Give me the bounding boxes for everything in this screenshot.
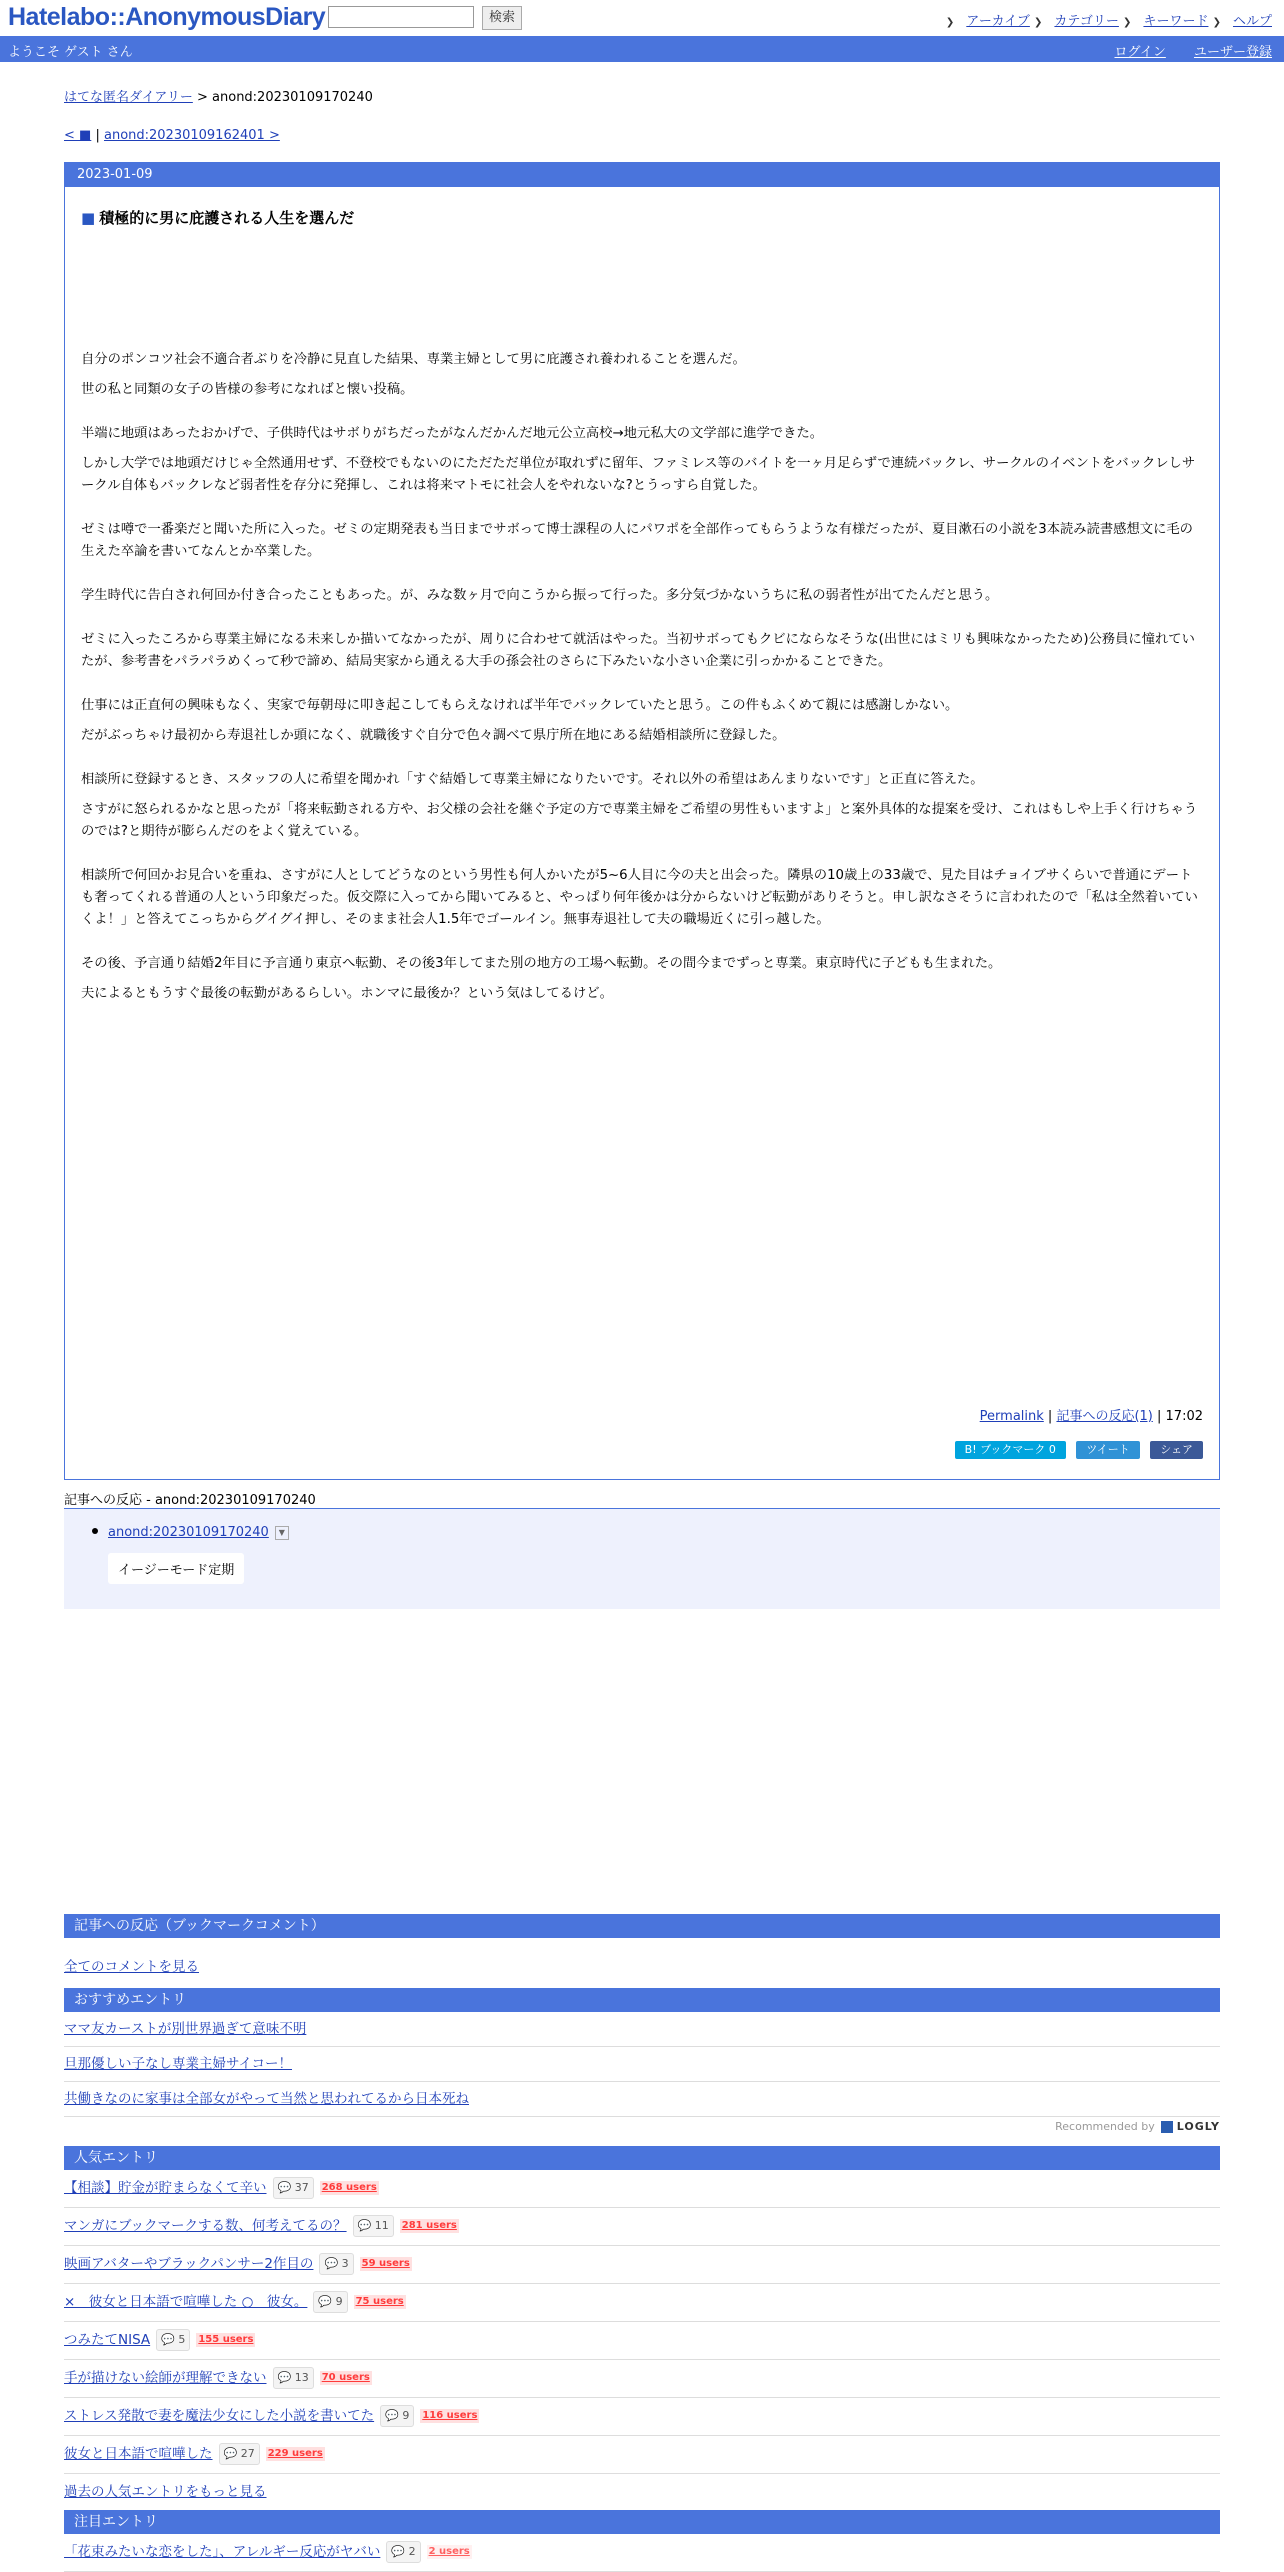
nav-archive[interactable]: アーカイブ — [966, 14, 1030, 29]
nav-keyword[interactable]: キーワード — [1143, 14, 1209, 29]
search-button[interactable]: 検索 — [482, 6, 522, 30]
comment-count-badge[interactable]: 💬 27 — [219, 2443, 260, 2465]
body-paragraph: だがぶっちゃけ最初から寿退社しか頭になく、就職後すぐ自分で色々調べて県庁所在地にある結婚相談所に登録した。 — [81, 728, 786, 743]
bookmark-users-badge[interactable]: 2 users — [428, 2546, 470, 2557]
body-paragraph: さすがに怒られるかなと思ったが「将来転勤される方や、お父様の会社を継ぐ予定の方で専業主婦をご希望の男性もいますよ」と案外具体的な提案を受け、これはもしや上手く行けちゃうのでは?と期待が膨らんだのをよく覚えている。 — [81, 802, 1198, 839]
site-logo[interactable]: Hatelabo::AnonymousDiary — [8, 3, 326, 31]
popular-link[interactable]: 【相談】貯金が貯まらなくて辛い — [64, 2180, 267, 2196]
bookmark-users-badge[interactable]: 268 users — [321, 2182, 377, 2193]
recommended-list — [64, 2012, 1220, 2117]
popular-link[interactable]: 手が描けない絵師が理解できない — [64, 2370, 267, 2386]
breadcrumb-root[interactable]: はてな匿名ダイアリー — [64, 90, 193, 105]
recommended-header: おすすめエントリ — [64, 1988, 1220, 2012]
prev-next-nav — [64, 128, 280, 143]
login-link[interactable]: ログイン — [1114, 45, 1166, 60]
reactions-link[interactable]: 記事への反応(1) — [1056, 1409, 1153, 1424]
list-item — [64, 2170, 1220, 2208]
hatena-bookmark-button[interactable]: B! ブックマーク 0 — [955, 1441, 1066, 1459]
bookmark-users-badge[interactable]: 229 users — [267, 2448, 323, 2459]
body-paragraph: 仕事には正直何の興味もなく、実家で毎朝母に叩き起こしてもらえなければ半年でバックレていたと思う。この件もふくめて親には感謝しかない。 — [81, 698, 959, 713]
bullet-icon — [92, 1528, 98, 1534]
entry-title — [81, 207, 354, 228]
comment-count-badge[interactable]: 💬 2 — [386, 2541, 420, 2563]
list-item — [64, 2082, 1220, 2117]
top-nav — [946, 10, 1272, 29]
reaction-item — [108, 1525, 289, 1540]
tweet-button[interactable]: ツイート — [1076, 1441, 1139, 1459]
popular-list — [64, 2170, 1220, 2474]
nav-help[interactable]: ヘルプ — [1232, 14, 1272, 29]
comment-count-badge[interactable]: 💬 11 — [353, 2215, 394, 2237]
list-item — [64, 2012, 1220, 2047]
body-paragraph: ゼミは噂で一番楽だと聞いた所に入った。ゼミの定期発表も当日までサボって博士課程の人にパワポを全部作ってもらうような有様だったが、夏目漱石の小説を3本読み読書感想文に毛の生えた卒論を書いてなんとか卒業した。 — [81, 522, 1193, 559]
popular-link[interactable]: つみたてNISA — [64, 2332, 151, 2348]
body-paragraph: 半端に地頭はあったおかげで、子供時代はサボりがちだったがなんだかんだ地元公立高校→地元私大の文学部に進学できた。 — [81, 426, 824, 441]
bookmark-users-badge[interactable]: 59 users — [361, 2258, 410, 2269]
list-item — [64, 2436, 1220, 2474]
bookmark-comments-header: 記事への反応（ブックマークコメント） — [64, 1914, 1220, 1938]
comment-count-badge[interactable]: 💬 9 — [313, 2291, 347, 2313]
list-item — [64, 2398, 1220, 2436]
chevron-right-icon: ❯ — [1123, 17, 1132, 28]
chevron-right-icon: ❯ — [1212, 17, 1221, 28]
more-popular-link[interactable]: 過去の人気エントリをもっと見る — [64, 2484, 267, 2500]
comment-count-badge[interactable]: 💬 37 — [273, 2177, 314, 2199]
comment-count-badge[interactable]: 💬 3 — [319, 2253, 353, 2275]
body-paragraph: 自分のポンコツ社会不適合者ぶりを冷静に見直した結果、専業主婦として男に庇護され養われることを選んだ。 — [81, 352, 746, 367]
bookmark-users-badge[interactable]: 116 users — [422, 2410, 478, 2421]
entry-title-text: 積極的に男に庇護される人生を選んだ — [99, 209, 355, 227]
nav-category[interactable]: カテゴリー — [1054, 14, 1119, 29]
all-comments-link[interactable]: 全てのコメントを見る — [64, 1959, 199, 1975]
top-bar — [0, 0, 1284, 36]
reactions-label: 記事への反応 - anond:20230109170240 — [64, 1493, 316, 1508]
comment-count-badge[interactable]: 💬 5 — [156, 2329, 190, 2351]
popular-link[interactable]: ストレス発散で妻を魔法少女にした小説を書いてた — [64, 2408, 375, 2424]
entry-time: 17:02 — [1165, 1409, 1203, 1424]
attention-header: 注目エントリ — [64, 2510, 1220, 2534]
breadcrumb — [64, 86, 373, 105]
body-paragraph: しかし大学では地頭だけじゃ全然通用せず、不登校でもないのにただただ単位が取れずに留年、ファミレス等のバイトを一ヶ月足らずで連続バックレ、サークルのイベントをバックレしサークル自体もバックレなど弱者性を存分に発揮し、これは将来マトモに社会人をやれないな?とうっすら自覚した。 — [81, 456, 1196, 493]
share-buttons — [949, 1441, 1203, 1459]
popular-header: 人気エントリ — [64, 2146, 1220, 2170]
body-paragraph: 世の私と同類の女子の皆様の参考になればと懐い投稿。 — [81, 382, 414, 397]
register-link[interactable]: ユーザー登録 — [1193, 45, 1272, 60]
list-item — [64, 2047, 1220, 2082]
list-item — [64, 2208, 1220, 2246]
comment-count-badge[interactable]: 💬 13 — [273, 2367, 314, 2389]
chevron-right-icon: ❯ — [945, 17, 955, 28]
recommended-link[interactable]: 旦那優しい子なし専業主婦サイコー！ — [64, 2056, 293, 2072]
attention-list — [64, 2534, 1220, 2572]
next-entry-link[interactable]: anond:20230109162401 > — [103, 128, 280, 143]
logly-logo-icon — [1161, 2121, 1173, 2133]
prev-entry-link[interactable]: < ■ — [64, 128, 92, 143]
breadcrumb-current: anond:20230109170240 — [212, 90, 373, 105]
breadcrumb-separator: > — [196, 90, 208, 105]
comment-count-badge[interactable]: 💬 9 — [380, 2405, 414, 2427]
permalink[interactable]: Permalink — [979, 1409, 1044, 1424]
entry-footer: Permalink | 記事への反応(1) | 17:02 — [979, 1409, 1203, 1424]
bookmark-users-badge[interactable]: 281 users — [401, 2220, 457, 2231]
recommended-link[interactable]: 共働きなのに家事は全部女がやって当然と思われてるから日本死ね — [64, 2091, 469, 2107]
attention-link[interactable]: 「花束みたいな恋をした」、アレルギー反応がヤバい — [64, 2544, 381, 2560]
body-paragraph: 相談所で何回かお見合いを重ね、さすがに人としてどうなのという男性も何人かいたが5~6人目に今の夫と出会った。隣県の10歳上の33歳で、見た目はチョイブサくらいで普通にデートも奢ってくれる普通の人という印象だった。仮交際に入ってから聞いてみると、やっぱり何年後かは分からないけど転勤がありそうと。申し訳なさそうに言われたので「私は全然着いていくよ！」と答えてこっちからグイグイ押し、そのまま社会人1.5年でゴールイン。無事寿退社して夫の職場近くに引っ越した。 — [81, 868, 1198, 927]
welcome-text: ようこそ ゲスト さん — [8, 45, 133, 60]
popular-link[interactable]: × 彼女と日本語で喧嘩した ○ 彼女。 — [64, 2294, 308, 2310]
list-item — [64, 2284, 1220, 2322]
list-item — [64, 2534, 1220, 2572]
reaction-quote: イージーモード定期 — [108, 1553, 244, 1584]
entry-box — [64, 162, 1220, 1480]
popular-link[interactable]: マンガにブックマークする数、何考えてるの？ — [64, 2218, 347, 2234]
list-item — [64, 2322, 1220, 2360]
body-paragraph: 夫によるともうすぐ最後の転勤があるらしい。ホンマに最後か？という気はしてるけど。 — [81, 986, 613, 1001]
list-item — [64, 2360, 1220, 2398]
popular-link[interactable]: 彼女と日本語で喧嘩した — [64, 2446, 213, 2462]
prev-next-separator: | — [95, 128, 100, 143]
body-paragraph: その後、予言通り結婚2年目に予言通り東京へ転勤、その後3年してまた別の地方の工場へ転勤。その間今までずっと専業。東京時代に子どもも生まれた。 — [81, 956, 1002, 971]
popular-link[interactable]: 映画アバターやブラックパンサー2作目の — [64, 2256, 314, 2272]
entry-date: 2023-01-09 — [65, 163, 1219, 187]
list-item — [64, 2246, 1220, 2284]
recommended-link[interactable]: ママ友カーストが別世界過ぎて意味不明 — [64, 2021, 307, 2037]
body-paragraph: ゼミに入ったころから専業主婦になる未来しか描いてなかったが、周りに合わせて就活はやった。当初サボってもクビにならなそうな(出世にはミリも興味なかったため)公務員に憧れていたが、参考書をパラパラめくって秒で諦め、結局実家から通える大手の孫会社のさらに下みたいな小さい企業に引っかかることできた。 — [81, 632, 1195, 669]
bookmark-users-badge[interactable]: 70 users — [321, 2372, 370, 2383]
logly-credit-text: Recommended by — [1055, 2120, 1155, 2133]
user-bar — [0, 36, 1284, 62]
body-paragraph: 相談所に登録するとき、スタッフの人に希望を聞かれ「すぐ結婚して専業主婦になりたいです。それ以外の希望はあんまりないです」と正直に答えた。 — [81, 772, 984, 787]
search-input[interactable] — [328, 6, 474, 28]
logly-credit — [1055, 2120, 1220, 2133]
body-paragraph: 学生時代に告白され何回か付き合ったこともあった。が、みな数ヶ月で向こうから振って行った。多分気づかないうちに私の弱者性が出てたんだと思う。 — [81, 588, 999, 603]
reaction-link[interactable]: anond:20230109170240 — [108, 1525, 269, 1540]
title-marker-link[interactable]: ■ — [81, 209, 96, 227]
bookmark-users-badge[interactable]: 155 users — [198, 2334, 254, 2345]
facebook-share-button[interactable]: シェア — [1150, 1441, 1203, 1459]
reactions-box — [64, 1508, 1220, 1609]
chevron-right-icon: ❯ — [1034, 17, 1043, 28]
logly-brand: LOGLY — [1176, 2120, 1220, 2133]
expand-toggle-icon[interactable]: ▼ — [275, 1526, 289, 1540]
bookmark-users-badge[interactable]: 75 users — [355, 2296, 404, 2307]
entry-body — [81, 349, 1203, 1013]
